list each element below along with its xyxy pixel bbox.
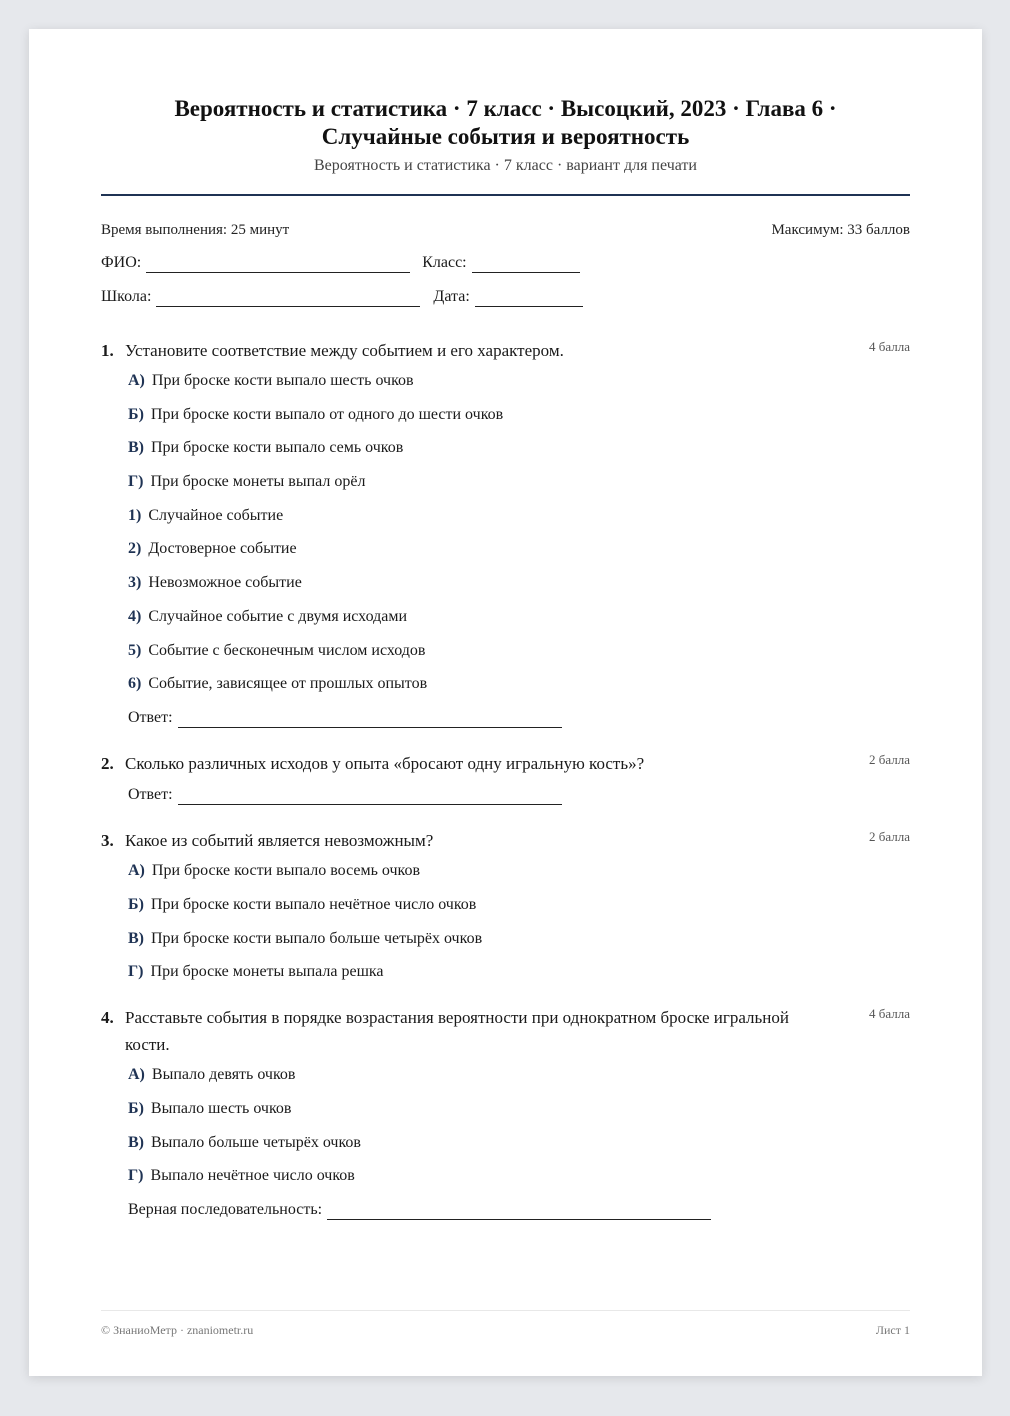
question-text: Какое из событий является невозможным? [125,831,434,851]
option-item [128,1065,910,1085]
question-points: 2 балла [869,752,910,768]
option-item [128,962,910,982]
option-item [128,895,910,915]
student-fields-row-2 [101,287,910,307]
answer-field[interactable] [327,1204,711,1220]
option-label: Б) [128,1099,144,1117]
time-limit: Время выполнения: 25 минут [101,222,290,238]
option-item [128,573,910,593]
option-text: Выпало больше четырёх очков [151,1133,361,1151]
option-text: Достоверное событие [148,540,297,558]
question-points: 2 балла [869,829,910,845]
option-text: Невозможное событие [148,574,302,592]
option-item [128,929,910,949]
option-text: Событие с бесконечным числом исходов [148,641,426,659]
option-item [128,405,910,425]
question-number: 3. [101,831,114,851]
question-1 [101,337,910,728]
option-label: Б) [128,405,144,423]
option-text: При броске кости выпало нечётное число очков [150,895,477,913]
page-number: Лист 1 [875,1323,910,1337]
question-2 [101,750,910,805]
question-number: 2. [101,754,114,774]
option-label: А) [128,1066,145,1084]
answer-field[interactable] [178,789,562,805]
option-label: Г) [128,473,144,491]
option-text: При броске кости выпало восемь очков [151,862,421,880]
date-label: Дата: [433,288,470,305]
answer-label: Ответ: [128,786,173,804]
school-field[interactable] [156,291,420,307]
option-text: При броске кости выпало больше четырёх очков [151,929,483,947]
option-label: Г) [128,1167,144,1185]
option-item [128,539,910,559]
option-item [128,1166,910,1186]
page-title [101,95,910,151]
class-label: Класс: [422,254,467,271]
option-text: При броске кости выпало шесть очков [151,372,414,389]
option-item [128,438,910,458]
footer-copyright: © ЗнаниоМетр · znaniometr.ru [101,1323,254,1337]
option-label: 4) [128,607,142,625]
option-label: В) [128,1133,144,1151]
option-text: Событие, зависящее от прошлых опытов [148,675,428,693]
question-points: 4 балла [869,339,910,354]
option-label: А) [128,372,145,389]
option-label: 1) [128,506,142,524]
option-item [128,371,910,391]
option-text: Случайное событие с двумя исходами [148,607,408,625]
option-label: Г) [128,963,144,981]
page-footer [101,1310,910,1338]
option-text: При броске кости выпало семь очков [151,439,404,457]
option-item [128,674,910,694]
option-list [101,1065,910,1186]
question-header [101,750,910,777]
question-points: 4 балла [869,1006,910,1022]
option-item [128,607,910,627]
option-item [128,1099,910,1119]
answer-label: Ответ: [128,709,173,727]
meta-row [101,220,910,240]
question-text: Расставьте события в порядке возрастания вероятности при однократном броске игральной кости. [125,1008,789,1055]
option-label: В) [128,439,144,457]
answer-label: Верная последовательность: [128,1201,323,1219]
page-subtitle: Вероятность и статистика · 7 класс · вариант для печати [314,157,697,174]
name-label: ФИО: [101,254,142,271]
question-text: Сколько различных исходов у опыта «бросают одну игральную кость»? [125,754,645,774]
option-label: 5) [128,641,142,659]
question-header [101,337,910,364]
option-text: При броске монеты выпал орёл [150,473,366,491]
option-list [101,371,910,694]
school-label: Школа: [101,288,152,305]
header-divider [101,194,910,196]
question-4 [101,1004,910,1220]
option-label: 6) [128,675,142,693]
option-text: При броске кости выпало от одного до шести очков [150,405,504,423]
option-item [128,506,910,526]
option-item [128,472,910,492]
student-fields-row-1 [101,253,910,273]
option-text: При броске монеты выпала решка [150,963,384,981]
question-text: Установите соответствие между событием и его характером. [125,341,564,360]
option-text: Выпало девять очков [151,1066,296,1084]
date-field[interactable] [475,291,583,307]
option-text: Выпало нечётное число очков [150,1167,355,1185]
question-3 [101,827,910,982]
name-field[interactable] [146,257,410,273]
question-header [101,1004,910,1058]
option-item [128,861,910,881]
question-number: 4. [101,1008,114,1028]
option-label: В) [128,929,144,947]
answer-row [101,708,910,728]
question-number: 1. [101,341,114,360]
question-header [101,827,910,854]
title-line-1: Вероятность и статистика · 7 класс · Высоцкий, 2023 · Глава 6 · [174,96,837,121]
answer-field[interactable] [178,712,562,728]
option-item [128,1133,910,1153]
answer-row [101,785,910,805]
option-item [128,641,910,661]
answer-row [101,1200,910,1220]
option-list [101,861,910,982]
worksheet-page [29,29,982,1376]
option-label: 2) [128,540,142,558]
option-label: 3) [128,574,142,592]
option-text: Случайное событие [148,506,284,524]
max-score: Максимум: 33 баллов [771,222,910,238]
option-text: Выпало шесть очков [150,1099,292,1117]
class-field[interactable] [472,257,580,273]
option-label: Б) [128,895,144,913]
option-label: А) [128,862,145,880]
title-line-2: Случайные события и вероятность [321,124,690,149]
